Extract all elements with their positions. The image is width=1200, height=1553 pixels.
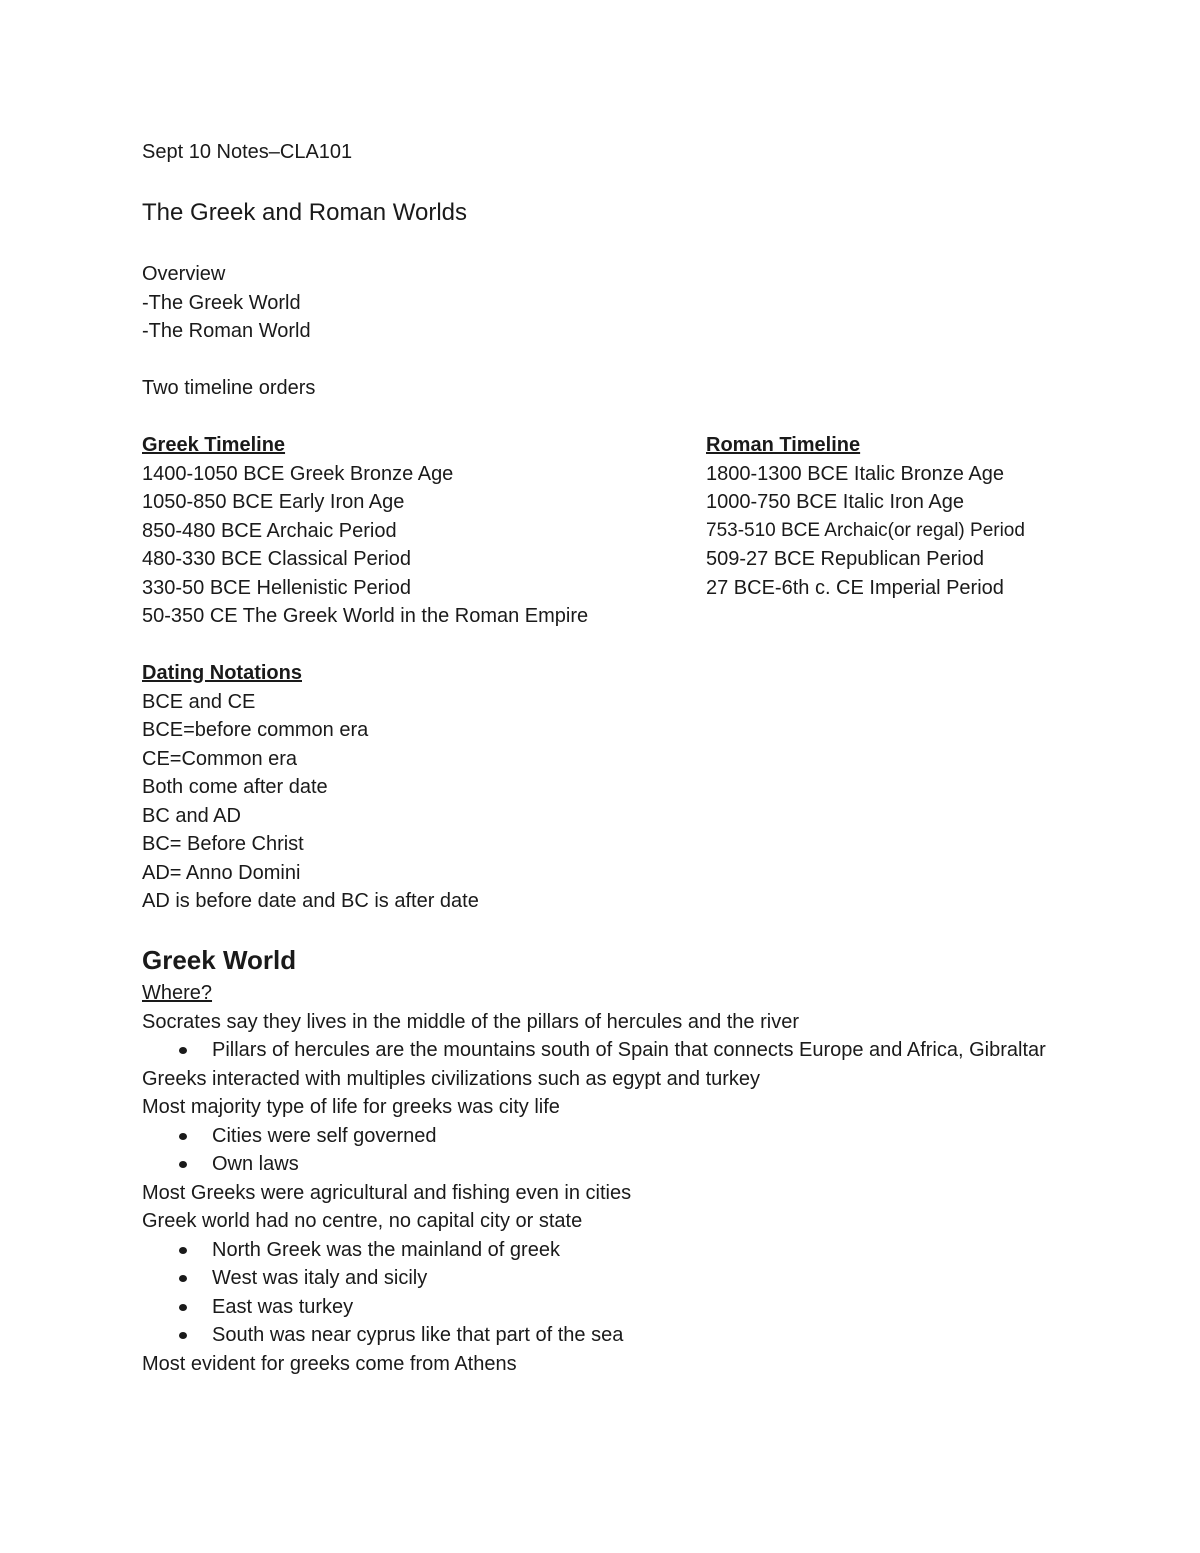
greek-timeline-entry: 1050-850 BCE Early Iron Age [142, 491, 405, 513]
dating-notations [142, 659, 479, 916]
dating-entry: CE=Common era [142, 747, 298, 770]
greek-timeline-entry: 50-350 CE The Greek World in the Roman Empire [142, 605, 589, 627]
bullet-item: Pillars of hercules are the mountains south of Spain that connects Europe and Africa, Gibraltar [142, 1036, 1052, 1065]
roman-timeline-heading: Roman Timeline [706, 434, 861, 456]
greek-world-heading: Greek World [142, 945, 297, 975]
greek-timeline-entry: 480-330 BCE Classical Period [142, 548, 412, 570]
bullet-item: Cities were self governed [142, 1122, 1052, 1151]
overview-item: -The Roman World [142, 320, 311, 342]
header-note: Sept 10 Notes–CLA101 [142, 141, 353, 163]
bullet-item: Own laws [142, 1150, 1052, 1179]
overview-section [142, 260, 311, 346]
bullet-item: East was turkey [142, 1293, 1052, 1322]
roman-timeline-entry: 1000-750 BCE Italic Iron Age [706, 491, 964, 513]
bullet-item: South was near cyprus like that part of the sea [142, 1321, 1052, 1350]
roman-timeline-entry: 753-510 BCE Archaic(or regal) Period [706, 519, 1025, 541]
roman-timeline [706, 431, 1025, 602]
where-subheading: Where? [142, 982, 213, 1004]
roman-timeline-entry: 27 BCE-6th c. CE Imperial Period [706, 576, 1004, 599]
dating-entry: BCE and CE [142, 690, 256, 713]
roman-timeline-entry: 509-27 BCE Republican Period [706, 548, 984, 570]
note-line: Socrates say they lives in the middle of the pillars of hercules and the river [142, 1010, 799, 1033]
dating-entry: BC= Before Christ [142, 833, 304, 855]
note-line: Greeks interacted with multiples civilizations such as egypt and turkey [142, 1067, 761, 1090]
overview-item: -The Greek World [142, 291, 301, 314]
note-line: Greek world had no centre, no capital city or state [142, 1210, 583, 1232]
dating-notations-heading: Dating Notations [142, 662, 302, 684]
dating-entry: AD is before date and BC is after date [142, 890, 479, 912]
note-line: Most Greeks were agricultural and fishing even in cities [142, 1181, 632, 1204]
note-line: Most majority type of life for greeks was city life [142, 1096, 560, 1118]
dating-entry: BC and AD [142, 804, 241, 827]
greek-timeline-heading: Greek Timeline [142, 434, 286, 456]
timeline-intro: Two timeline orders [142, 377, 316, 399]
dating-entry: BCE=before common era [142, 719, 369, 741]
bullet-item: North Greek was the mainland of greek [142, 1236, 1052, 1265]
overview-heading: Overview [142, 263, 226, 285]
greek-timeline-entry: 330-50 BCE Hellenistic Period [142, 576, 412, 599]
greek-timeline-entry: 850-480 BCE Archaic Period [142, 519, 397, 542]
bullet-item: West was italy and sicily [142, 1264, 1052, 1293]
greek-timeline [142, 431, 588, 631]
roman-timeline-entry: 1800-1300 BCE Italic Bronze Age [706, 462, 1004, 485]
dating-entry: AD= Anno Domini [142, 861, 301, 884]
document-title: The Greek and Roman Worlds [142, 199, 468, 226]
greek-timeline-entry: 1400-1050 BCE Greek Bronze Age [142, 462, 454, 485]
greek-world-section [142, 979, 1142, 1378]
note-line: Most evident for greeks come from Athens [142, 1352, 517, 1375]
dating-entry: Both come after date [142, 776, 328, 798]
